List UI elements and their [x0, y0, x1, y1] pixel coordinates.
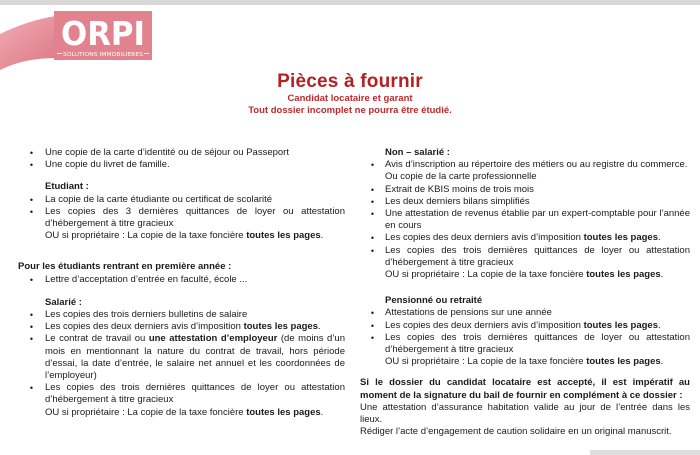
bullet-icon: •: [29, 194, 34, 205]
list-item: [360, 208, 690, 232]
section-heading: Pensionné ou retraité: [385, 295, 483, 307]
right-column: [360, 147, 690, 438]
section: [360, 377, 690, 438]
logo-brand-text: ORPI: [61, 14, 145, 53]
list-item-text: [385, 196, 690, 208]
text-line: [45, 147, 345, 159]
section-heading: Pour les étudiants rentrant en première année :: [18, 261, 232, 273]
bullet-icon: •: [29, 148, 34, 158]
subtitle-line1: Candidat locataire et garant: [287, 93, 413, 104]
text: Les copies des deux derniers avis d’imposition: [45, 321, 244, 333]
text: OU si propriétaire : La copie de la taxe foncière: [385, 356, 587, 368]
text-line: [45, 274, 345, 286]
text-line: [45, 333, 345, 382]
text: Les deux derniers bilans simplifiés: [385, 195, 530, 207]
list-item: [18, 321, 345, 333]
list-item: [360, 320, 690, 332]
text: Une copie de la carte d’identité ou de séjour ou Passeport: [45, 147, 289, 158]
text-line: [45, 230, 345, 242]
section: [18, 261, 345, 285]
text: Ou copie de la carte professionnelle: [385, 171, 537, 183]
bullet-icon: •: [29, 310, 34, 321]
list-item: [360, 159, 690, 183]
paragraph-line: Rédiger l’acte d’engagement de caution solidaire en un original manuscrit.: [360, 426, 672, 438]
text: Les copies des trois dernières quittances de loyer ou attestation d’hébergement à titre gracieux: [385, 331, 690, 356]
bold-text: toutes les pages: [586, 269, 661, 281]
text: OU si propriétaire : La copie de la taxe foncière: [45, 406, 247, 418]
list-item: [360, 196, 690, 208]
bold-text: toutes les pages: [586, 356, 661, 368]
paragraph-line: Une attestation d’assurance habitation valide au jour de l’entrée dans les lieux.: [360, 401, 690, 426]
bullet-icon: •: [370, 184, 375, 195]
bold-text: toutes les pages: [243, 321, 319, 333]
bold-text: toutes les pages: [246, 230, 321, 242]
bullet-icon: •: [29, 160, 34, 171]
section: [18, 147, 345, 171]
text-line: [385, 171, 690, 183]
bullet-icon: •: [370, 196, 375, 207]
bullet-icon: •: [370, 233, 375, 244]
text-line: [385, 184, 690, 196]
text-line: [385, 269, 690, 281]
list-item-text: [45, 206, 345, 243]
text-line: [385, 208, 690, 232]
bullet-icon: •: [29, 206, 34, 217]
list-item-text: [45, 321, 345, 333]
text-line: [45, 206, 345, 230]
section: [18, 181, 345, 242]
text-line: [385, 196, 690, 208]
text: Les copies des 3 dernières quittances de loyer ou attestation d’hébergement à titre gracieux: [45, 205, 345, 230]
text-line: [45, 159, 345, 171]
bold-text: toutes les pages: [583, 319, 659, 331]
section-heading: Salarié :: [45, 296, 82, 308]
list-item-text: [45, 333, 345, 382]
text: Les copies des trois dernières quittances de loyer ou attestation d’hébergement à titre gracieux: [45, 382, 345, 406]
text-line: [385, 332, 690, 356]
list-item: [360, 232, 690, 244]
list-item: [360, 184, 690, 196]
paragraph-line: Si le dossier du candidat locataire est accepté, il est impératif au moment de la signature du bail de fournir en complément à ce dossier :: [360, 377, 690, 401]
list-item-text: [385, 232, 690, 244]
text: .: [318, 321, 321, 333]
bullet-icon: •: [29, 274, 34, 285]
text: Une attestation de revenus établie par un expert-comptable pour l’année en cours: [385, 208, 690, 232]
text: Les copies des trois derniers bulletins de salaire: [45, 309, 248, 321]
bullet-icon: •: [370, 209, 375, 220]
section: [18, 297, 345, 419]
list-item: [18, 333, 345, 382]
list-item: [360, 307, 690, 319]
text: Les copies des deux derniers avis d’imposition: [385, 232, 584, 244]
logo-tagline-text: SOLUTIONS IMMOBILIERES: [63, 52, 144, 58]
list-item-text: [45, 147, 345, 159]
text-line: [45, 407, 345, 419]
list-item: [18, 147, 345, 159]
text: .: [658, 232, 661, 244]
text-line: [385, 232, 690, 244]
list-item: [360, 332, 690, 369]
list-item: [18, 159, 345, 171]
text: Extrait de KBIS moins de trois mois: [385, 183, 534, 195]
text: Lettre d’acceptation d’entrée en faculté, école ...: [45, 273, 248, 285]
text-line: [385, 245, 690, 269]
text: La copie de la carte étudiante ou certificat de scolarité: [45, 193, 273, 205]
text: Le contrat de travail ou: [45, 333, 149, 345]
list-item-text: [45, 382, 345, 419]
subtitle-line2: Tout dossier incomplet ne pourra être étudié.: [248, 104, 452, 116]
list-item: [18, 309, 345, 321]
text: .: [320, 406, 324, 418]
text-line: [45, 194, 345, 206]
section-heading: Non – salarié :: [385, 147, 450, 158]
text: OU si propriétaire : La copie de la taxe foncière: [45, 230, 247, 242]
text-line: [385, 320, 690, 332]
section-heading: Etudiant :: [45, 181, 89, 193]
text: OU si propriétaire : La copie de la taxe foncière: [385, 269, 587, 281]
text-line: [385, 356, 690, 368]
section: [360, 295, 690, 368]
text-line: [45, 321, 345, 333]
text: Une copie du livret de famille.: [45, 159, 170, 171]
bullet-icon: •: [370, 245, 375, 256]
bold-text: une attestation d’employeur: [148, 333, 278, 345]
bullet-icon: •: [29, 334, 34, 345]
list-item-text: [385, 159, 690, 183]
bullet-icon: •: [29, 383, 34, 394]
logo-tagline-rule-left: [57, 53, 62, 54]
text: .: [660, 356, 664, 368]
bullet-icon: •: [370, 160, 375, 171]
logo-ribbon: [0, 16, 56, 70]
text: .: [658, 319, 661, 331]
bullet-icon: •: [370, 308, 375, 319]
list-item-text: [385, 320, 690, 332]
page-title: Pièces à fournir: [277, 71, 423, 92]
list-item: [18, 382, 345, 419]
list-item-text: [385, 332, 690, 369]
text-line: [45, 309, 345, 321]
list-item-text: [45, 159, 345, 171]
orpi-logo: [0, 3, 162, 73]
text: Les copies des trois dernières quittances de loyer ou attestation d’hébergement à titre gracieux: [385, 244, 690, 268]
list-item-text: [385, 307, 690, 319]
text: Les copies des deux derniers avis d’imposition: [385, 319, 584, 331]
list-item: [18, 194, 345, 206]
list-item: [18, 206, 345, 243]
list-item-text: [385, 208, 690, 232]
section: [360, 147, 690, 281]
list-item: [360, 245, 690, 282]
list-item-text: [45, 309, 345, 321]
left-column: [18, 147, 345, 438]
bullet-icon: •: [29, 322, 34, 333]
list-item-text: [45, 194, 345, 206]
text: .: [660, 269, 664, 281]
bullet-icon: •: [370, 332, 375, 343]
bullet-icon: •: [370, 320, 375, 331]
text: (de moins d’un mois en mentionnant la nature du contrat de travail, hors période d’essai, la date d’entrée, le salaire net annuel et les coordonnées de l’employeur): [45, 333, 345, 382]
text: Avis d’inscription au répertoire des métiers ou au registre du commerce.: [385, 159, 688, 171]
list-item: [18, 274, 345, 286]
text: Attestations de pensions sur une année: [385, 307, 552, 319]
text-line: [45, 382, 345, 406]
text: .: [320, 230, 324, 242]
list-item-text: [385, 184, 690, 196]
bold-text: toutes les pages: [583, 232, 659, 244]
list-item-text: [385, 245, 690, 282]
text-line: [385, 159, 690, 171]
text-line: [385, 307, 690, 319]
bold-text: toutes les pages: [246, 406, 321, 418]
list-item-text: [45, 274, 345, 286]
logo-tagline-rule-right: [144, 53, 149, 54]
body-columns: [0, 147, 700, 438]
